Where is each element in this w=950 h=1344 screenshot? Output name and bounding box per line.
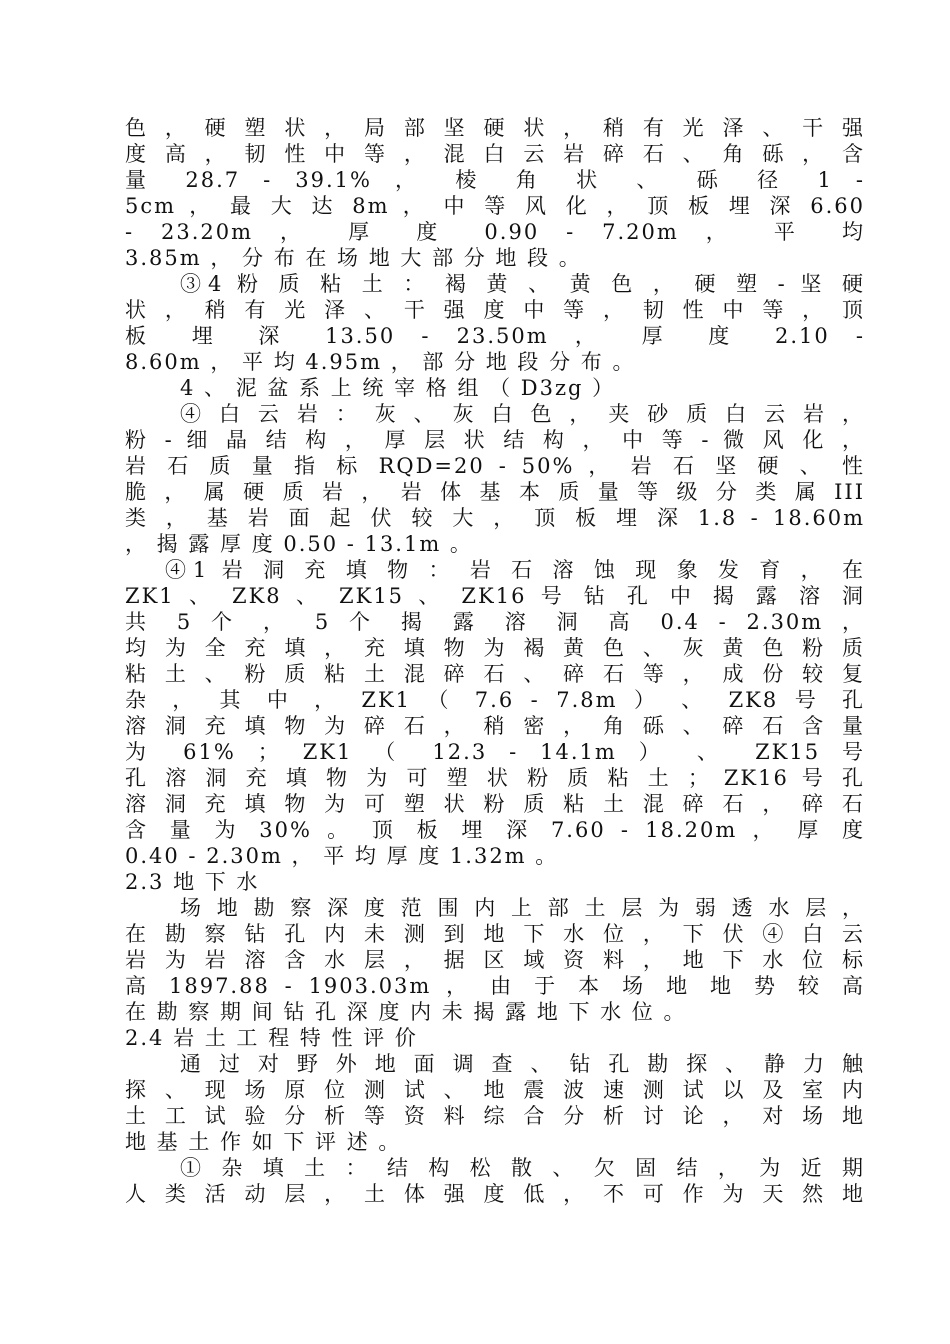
text-line: 均 为 全 充 填 ， 充 填 物 为 褐 黄 色 、 灰 黄 色 粉 质: [125, 636, 865, 660]
text-line: 5cm ， 最 大 达 8m ， 中 等 风 化 ， 顶 板 埋 深 6.60: [125, 194, 865, 218]
text-line: 岩 石 质 量 指 标 RQD=20 - 50% ， 岩 石 坚 硬 、 性: [125, 454, 865, 478]
text-line: 探 、 现 场 原 位 测 试 、 地 震 波 速 测 试 以 及 室 内: [125, 1078, 865, 1102]
text-line: 2.3 地 下 水: [125, 870, 260, 894]
text-line: 量 28.7 - 39.1% ， 棱 角 状 、 砾 径 1 -: [125, 168, 865, 192]
text-line: 在 勘 察 期 间 钻 孔 深 度 内 未 揭 露 地 下 水 位 。: [125, 1000, 687, 1024]
text-line: 溶 洞 充 填 物 为 可 塑 状 粉 质 粘 土 混 碎 石 ， 碎 石: [125, 792, 865, 816]
text-line: 粉 - 细 晶 结 构 ， 厚 层 状 结 构 ， 中 等 - 微 风 化 ，: [125, 428, 865, 452]
text-line: 含 量 为 30% 。 顶 板 埋 深 7.60 - 18.20m ， 厚 度: [125, 818, 865, 842]
text-line: 通 过 对 野 外 地 面 调 查 、 钻 孔 勘 探 、 静 力 触: [180, 1052, 865, 1076]
text-line: ZK1 、 ZK8 、 ZK15 、 ZK16 号 钻 孔 中 揭 露 溶 洞: [125, 584, 865, 608]
text-line: ④ 白 云 岩 ： 灰 、 灰 白 色 ， 夹 砂 质 白 云 岩 ，: [180, 402, 865, 426]
text-line: 8.60m ， 平 均 4.95m ， 部 分 地 段 分 布 。: [125, 350, 636, 374]
text-line: 色 ， 硬 塑 状 ， 局 部 坚 硬 状 ， 稍 有 光 泽 、 干 强: [125, 116, 865, 140]
text-line: 2.4 岩 土 工 程 特 性 评 价: [125, 1026, 418, 1050]
text-line: 高 1897.88 - 1903.03m ， 由 于 本 场 地 地 势 较 高: [125, 974, 865, 998]
text-line: 共 5 个 ， 5 个 揭 露 溶 洞 高 0.4 - 2.30m ，: [125, 610, 865, 634]
text-line: 杂 ， 其 中 ， ZK1 （ 7.6 - 7.8m ） 、 ZK8 号 孔: [125, 688, 865, 712]
text-line: 孔 溶 洞 充 填 物 为 可 塑 状 粉 质 粘 土 ； ZK16 号 孔: [125, 766, 865, 790]
text-line: 粘 土 、 粉 质 粘 土 混 碎 石 、 碎 石 等 ， 成 份 较 复: [125, 662, 865, 686]
text-line: 脆 ， 属 硬 质 岩 ， 岩 体 基 本 质 量 等 级 分 类 属 III: [125, 480, 865, 504]
text-line: ， 揭 露 厚 度 0.50 - 13.1m 。: [125, 532, 473, 556]
text-line: ④1 岩 洞 充 填 物 ： 岩 石 溶 蚀 现 象 发 育 ， 在: [165, 558, 865, 582]
text-line: 状 ， 稍 有 光 泽 、 干 强 度 中 等 ， 韧 性 中 等 ， 顶: [125, 298, 865, 322]
document-body: [125, 115, 865, 1207]
text-line: 场 地 勘 察 深 度 范 围 内 上 部 土 层 为 弱 透 水 层 ，: [180, 896, 865, 920]
text-line: ① 杂 填 土 ： 结 构 松 散 、 欠 固 结 ， 为 近 期: [180, 1156, 865, 1180]
text-line: 板 埋 深 13.50 - 23.50m ， 厚 度 2.10 -: [125, 324, 865, 348]
text-line: - 23.20m ， 厚 度 0.90 - 7.20m ， 平 均: [125, 220, 865, 244]
text-line: 0.40 - 2.30m ， 平 均 厚 度 1.32m 。: [125, 844, 559, 868]
text-line: 地 基 土 作 如 下 评 述 。: [125, 1130, 402, 1154]
text-line: 土 工 试 验 分 析 等 资 料 综 合 分 析 讨 论 ， 对 场 地: [125, 1104, 865, 1128]
text-line: 在 勘 察 钻 孔 内 未 测 到 地 下 水 位 ， 下 伏 ④ 白 云: [125, 922, 865, 946]
text-line: 岩 为 岩 溶 含 水 层 ， 据 区 域 资 料 ， 地 下 水 位 标: [125, 948, 865, 972]
text-line: 类 ， 基 岩 面 起 伏 较 大 ， 顶 板 埋 深 1.8 - 18.60m: [125, 506, 865, 530]
text-line: ③4 粉 质 粘 土 ： 褐 黄 、 黄 色 ， 硬 塑 - 坚 硬: [180, 272, 865, 296]
text-line: 4 、 泥 盆 系 上 统 宰 格 组 （ D3zg ）: [180, 376, 616, 400]
text-line: 为 61% ； ZK1 （ 12.3 - 14.1m ） 、 ZK15 号: [125, 740, 865, 764]
text-line: 人 类 活 动 层 ， 土 体 强 度 低 ， 不 可 作 为 天 然 地: [125, 1182, 865, 1206]
text-line: 溶 洞 充 填 物 为 碎 石 ， 稍 密 ， 角 砾 、 碎 石 含 量: [125, 714, 865, 738]
text-line: 度 高 ， 韧 性 中 等 ， 混 白 云 岩 碎 石 、 角 砾 ， 含: [125, 142, 865, 166]
text-line: 3.85m ， 分 布 在 场 地 大 部 分 地 段 。: [125, 246, 582, 270]
